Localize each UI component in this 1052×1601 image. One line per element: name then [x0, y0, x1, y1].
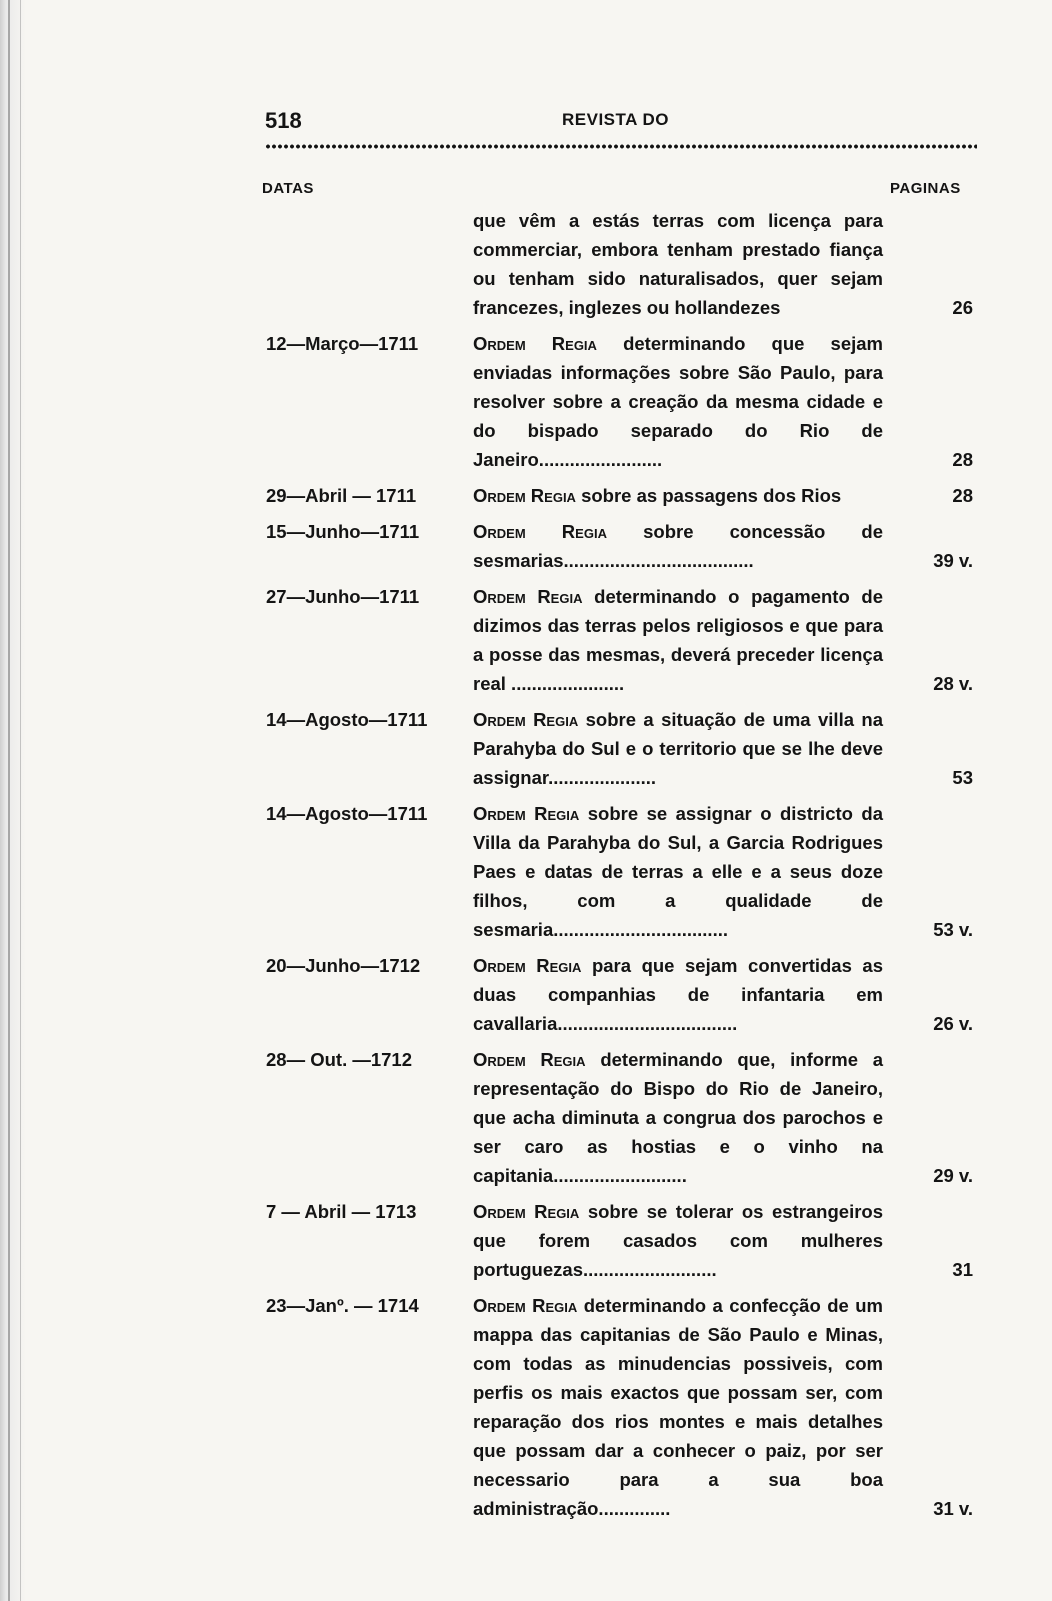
entry-page-reference: 28: [952, 485, 973, 506]
entry-description: [473, 1291, 883, 1523]
entry-date: 27—Junho—1711: [266, 586, 420, 607]
index-entry: [262, 705, 987, 792]
entry-description: [473, 705, 883, 792]
book-gutter: [0, 0, 30, 1601]
index-entry: [262, 1045, 987, 1190]
entry-text: sobre a situação de uma villa na Parahyba do Sul e o territorio que se lhe deve assignar.....................: [473, 709, 883, 788]
entry-kind: Ordem Regia: [473, 709, 579, 730]
entry-date: 29—Abril — 1711: [266, 485, 417, 506]
page-number: 518: [265, 108, 302, 133]
entry-date: 12—Março—1711: [266, 333, 419, 354]
index-entry: [262, 1197, 987, 1284]
entry-description: [473, 1045, 883, 1190]
entry-kind: Ordem Regia: [473, 1295, 578, 1316]
entry-page-reference: 53: [952, 767, 973, 788]
index-entry: [262, 951, 987, 1038]
entry-date: 15—Junho—1711: [266, 521, 420, 542]
pages-column-heading: PAGINAS: [890, 180, 961, 197]
entry-kind: Ordem Regia: [473, 521, 607, 542]
dates-column-heading: DATAS: [262, 180, 314, 197]
entry-text: sobre se tolerar os estrangeiros que forem casados com mulheres portuguezas..........................: [473, 1201, 884, 1280]
entry-kind: Ordem Regia: [473, 586, 583, 607]
entry-page-reference: 26 v.: [933, 1013, 973, 1034]
entry-date: 28— Out. —1712: [266, 1049, 413, 1070]
entry-date: 23—Janº. — 1714: [266, 1295, 419, 1316]
entry-text: sobre concessão de sesmarias.....................................: [473, 521, 883, 571]
gutter-line: [8, 0, 10, 1601]
entry-date: 14—Agosto—1711: [266, 709, 428, 730]
entry-kind: Ordem Regia: [473, 333, 597, 354]
index-entry: [262, 517, 987, 575]
journal-title: REVISTA DO: [562, 110, 670, 129]
entry-description: [473, 951, 883, 1038]
entry-page-reference: 26: [952, 297, 973, 318]
entry-page-reference: 31 v.: [933, 1498, 973, 1519]
entry-kind: Ordem Regia: [473, 955, 582, 976]
entry-text: determinando a confecção de um mappa das capitanias de São Paulo e Minas, com todas as minudencias possiveis, com perfis os mais exactos que possam ser, com reparação dos rios montes e mais detalhes que possam dar a conhecer o paiz, por ser necessario para a sua boa administração..............: [473, 1295, 884, 1519]
entry-page-reference: 39 v.: [933, 550, 973, 571]
entry-page-reference: 29 v.: [933, 1165, 973, 1186]
running-head: [265, 108, 975, 138]
entry-text: sobre se assignar o districto da Villa da Parahyba do Sul, a Garcia Rodrigues Paes e datas de terras a elle e a seus doze filhos, com a qualidade de sesmaria..................................: [473, 803, 883, 940]
index-entry: [262, 799, 987, 944]
entry-kind: Ordem Regia: [473, 1201, 580, 1222]
entry-kind: Ordem Regia: [473, 485, 576, 506]
index-entry: [262, 206, 987, 322]
entry-description: [473, 481, 883, 510]
entry-description: [473, 517, 883, 575]
index-entry: [262, 1291, 987, 1523]
entry-text: determinando o pagamento de dizimos das terras pelos religiosos e que para a posse das mesmas, deverá preceder licença real ......................: [473, 586, 884, 694]
entry-text: sobre as passagens dos Rios: [581, 485, 842, 506]
entry-text: que vêm a estás terras com licença para commerciar, embora tenham prestado fiança ou tenham sido naturalisados, quer sejam francezes, inglezes ou hollandezes: [473, 210, 883, 318]
entry-description: [473, 329, 883, 474]
entry-date: 20—Junho—1712: [266, 955, 421, 976]
entry-page-reference: 53 v.: [933, 919, 973, 940]
entry-date: 14—Agosto—1711: [266, 803, 428, 824]
entry-description: [473, 799, 883, 944]
entry-text: para que sejam convertidas as duas companhias de infantaria em cavallaria...................................: [473, 955, 884, 1034]
entry-kind: Ordem Regia: [473, 803, 580, 824]
index-entry: [262, 582, 987, 698]
entry-page-reference: 28: [952, 449, 973, 470]
entry-date: 7 — Abril — 1713: [266, 1201, 417, 1222]
index-entries: [262, 206, 987, 1530]
entry-text: determinando que sejam enviadas informações sobre São Paulo, para resolver sobre a creação da mesma cidade e do bispado separado do Rio de Janeiro........................: [473, 333, 883, 470]
entry-kind: Ordem Regia: [473, 1049, 586, 1070]
entry-description: [473, 582, 883, 698]
entry-page-reference: 28 v.: [933, 673, 973, 694]
gutter-line: [20, 0, 21, 1601]
entry-description: [473, 1197, 883, 1284]
index-entry: [262, 481, 987, 510]
index-entry: [262, 329, 987, 474]
entry-page-reference: 31: [952, 1259, 973, 1280]
header-rule: [265, 144, 977, 149]
entry-text: determinando que, informe a representação do Bispo do Rio de Janeiro, que acha diminuta a congrua dos parochos e ser caro as hostias e o vinho na capitania..........................: [473, 1049, 884, 1186]
entry-description: [473, 206, 883, 322]
